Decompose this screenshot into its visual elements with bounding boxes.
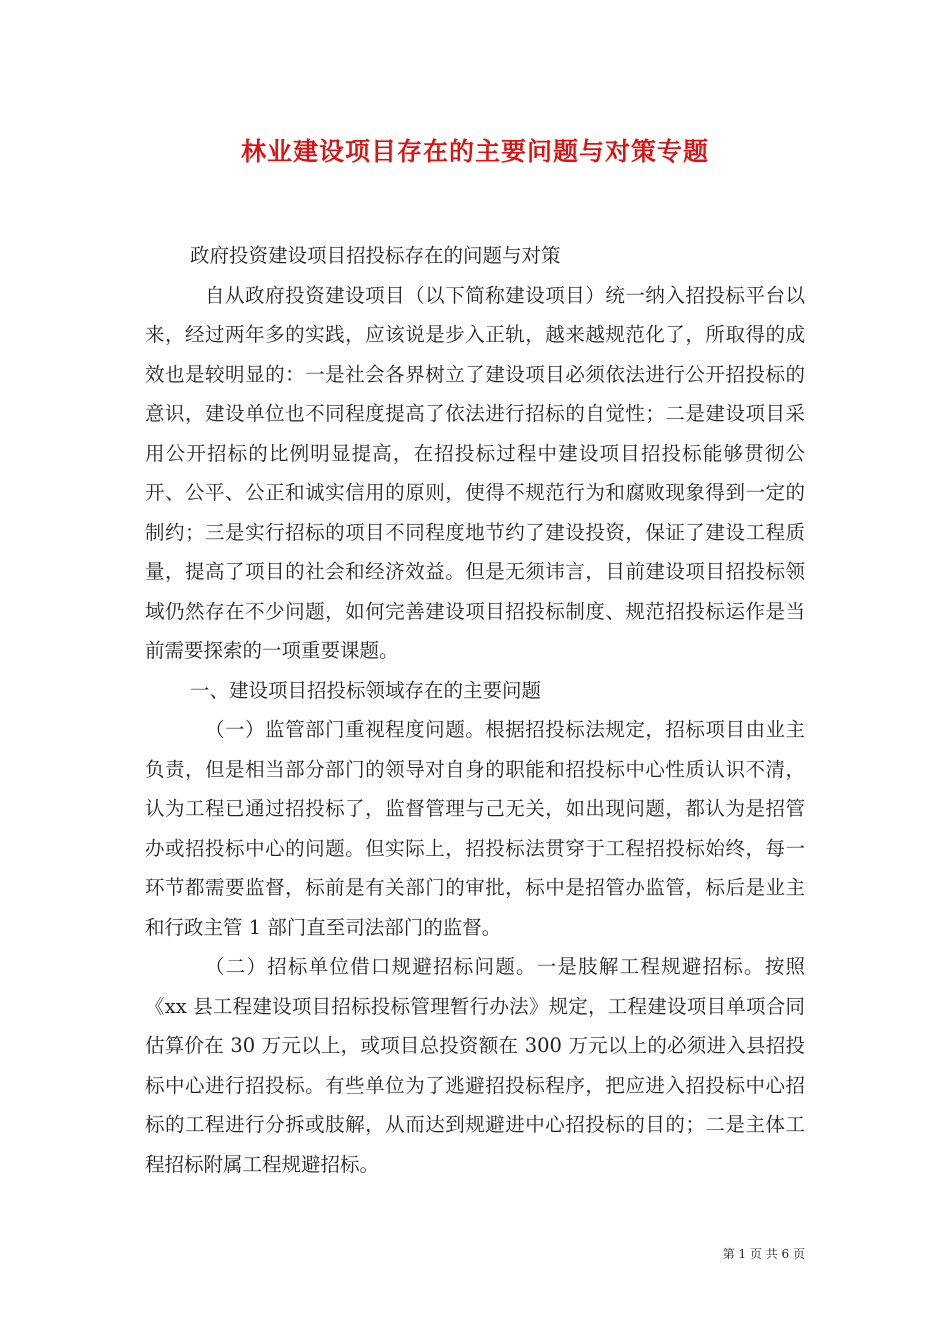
section-heading: 一、建设项目招投标领域存在的主要问题 bbox=[190, 678, 542, 702]
page-footer: 第 1 页 共 6 页 bbox=[722, 1247, 805, 1261]
subtitle-paragraph: 政府投资建设项目招投标存在的问题与对策 bbox=[190, 244, 561, 267]
document-body bbox=[145, 236, 805, 1184]
intro-paragraph: 自从政府投资建设项目（以下简称建设项目）统一纳入招投标平台以来，经过两年多的实践，应该说是步入正轨，越来越规范化了，所取得的成效也是较明显的：一是社会各界树立了建设项目必须依法进行公开招投标的意识，建设单位也不同程度提高了依法进行招标的自觉性；二是建设项目采用公开招标的比例明显提高，在招投标过程中建设项目招投标能够贯彻公开、公平、公正和诚实信用的原则，使得不规范行为和腐败现象得到一定的制约；三是实行招标的项目不同程度地节约了建设投资，保证了建设工程质量，提高了项目的社会和经济效益。但是无须讳言，目前建设项目招投标领域仍然存在不少问题，如何完善建设项目招投标制度、规范招投标运作是当前需要探索的一项重要课题。 bbox=[145, 283, 805, 662]
issue-2-paragraph: （二）招标单位借口规避招标问题。一是肢解工程规避招标。按照《xx 县工程建设项目招标投标管理暂行办法》规定，工程建设项目单项合同估算价在 30 万元以上，或项目总投资额在 300 万元以上的必须进入县招投标中心进行招投标。有些单位为了逃避招投标程序，把应进入招投标中心招标的工程进行分拆或肢解，从而达到规避进中心招投标的目的；二是主体工程招标附属工程规避招标。 bbox=[145, 955, 805, 1176]
document-title: 林业建设项目存在的主要问题与对策专题 bbox=[240, 137, 709, 166]
issue-1-paragraph: （一）监管部门重视程度问题。根据招投标法规定，招标项目由业主负责，但是相当部分部门的领导对自身的职能和招投标中心性质认识不清，认为工程已通过招投标了，监督管理与己无关，如出现问题，都认为是招管办或招投标中心的问题。但实际上，招投标法贯穿于工程招投标始终，每一环节都需要监督，标前是有关部门的审批，标中是招管办监管，标后是业主和行政主管 1 部门直至司法部门的监督。 bbox=[145, 718, 805, 939]
